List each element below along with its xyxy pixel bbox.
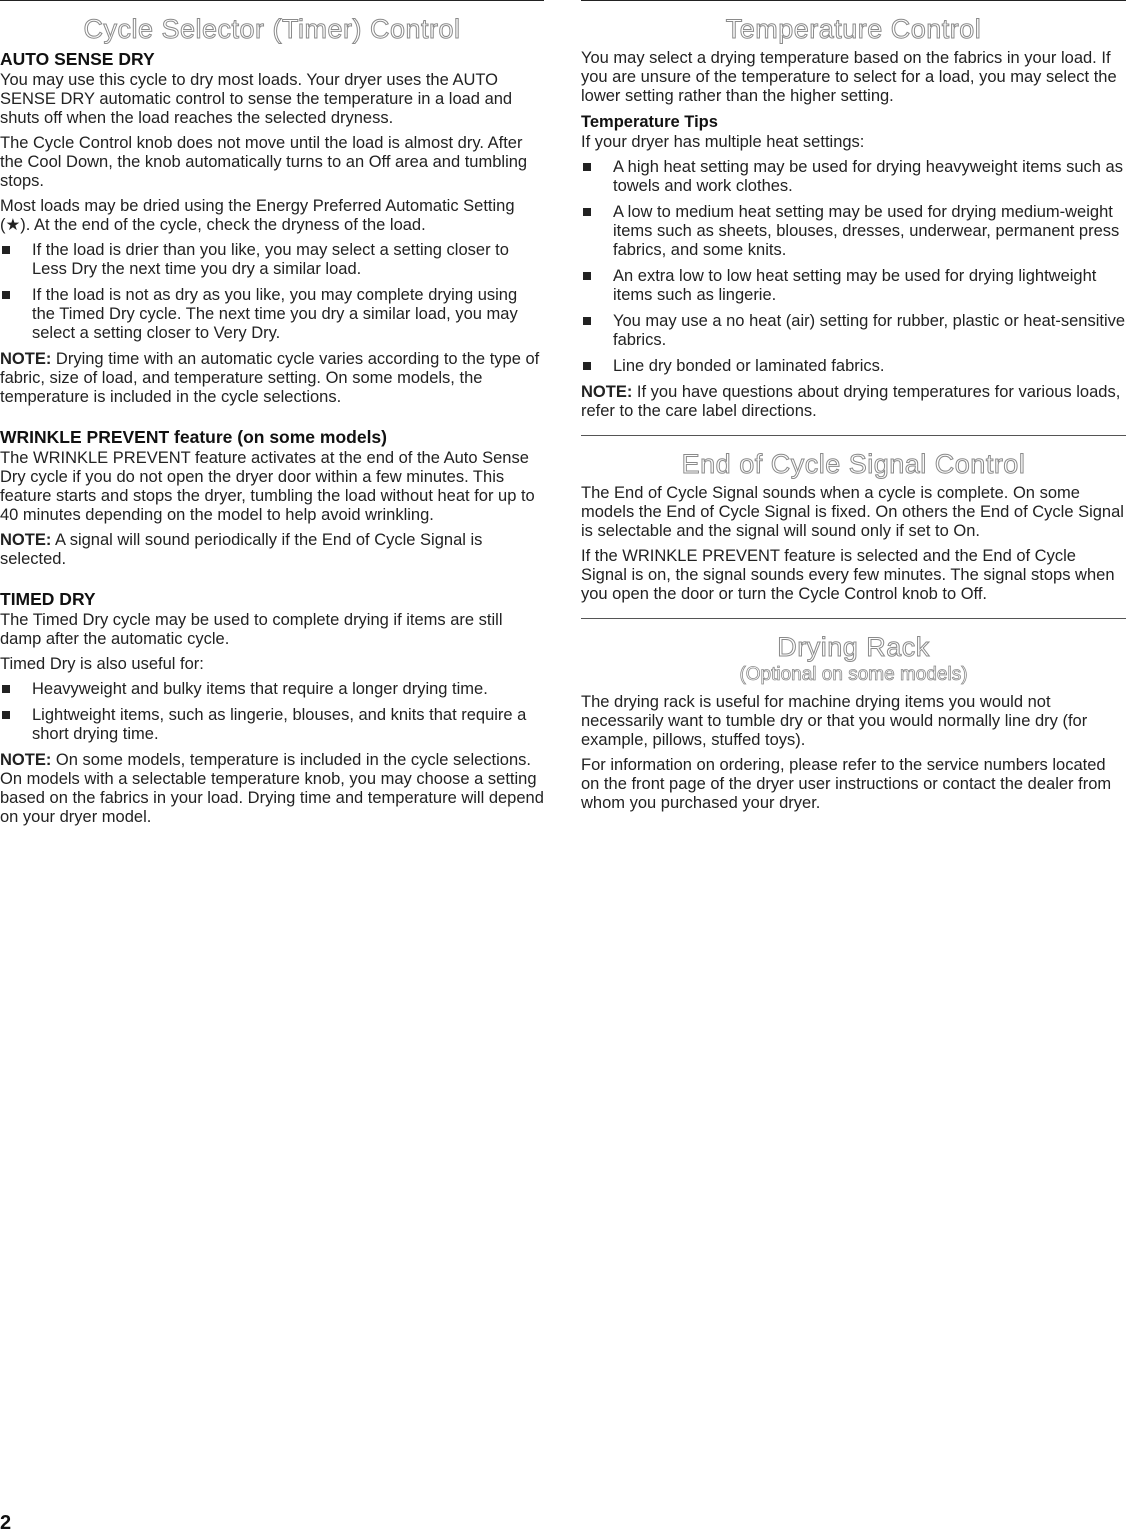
square-bullet-icon	[583, 208, 591, 216]
note-label: NOTE:	[0, 751, 52, 769]
square-bullet-icon	[583, 272, 591, 280]
note-text: A signal will sound periodically if the End of Cycle Signal is selected.	[0, 531, 483, 568]
square-bullet-icon	[2, 291, 10, 299]
rack-paragraph-2: For information on ordering, please refer to the service numbers located on the front page of the dryer user instructions or contact the dealer from whom you purchased your dryer.	[581, 756, 1112, 812]
note-text: On some models, temperature is included in the cycle selections. On models with a selectable temperature knob, you may choose a setting based on the fabrics in your load. Drying time and temperature will depend on your dryer model.	[0, 751, 544, 826]
timed-note	[0, 751, 544, 827]
signal-paragraph-2: If the WRINKLE PREVENT feature is selected and the End of Cycle Signal is on, the signal sounds every few minutes. The signal stops when you open the door or turn the Cycle Control knob to Off.	[581, 547, 1115, 603]
section-subtitle-optional: (Optional on some models)	[739, 664, 968, 685]
list-item-text: Line dry bonded or laminated fabrics.	[613, 357, 885, 375]
list-item	[581, 267, 1126, 305]
list-item-text: You may use a no heat (air) setting for rubber, plastic or heat-sensitive fabrics.	[613, 312, 1126, 349]
heading-auto-sense-dry: AUTO SENSE DRY	[0, 49, 155, 69]
timed-paragraph-2: Timed Dry is also useful for:	[0, 655, 204, 673]
list-item-text: Heavyweight and bulky items that require a longer drying time.	[32, 680, 488, 698]
rack-paragraph-1: The drying rack is useful for machine drying items you would not necessarily want to tumble dry or that you would normally line dry (for example, pillows, stuffed toys).	[581, 693, 1088, 749]
note-text: Drying time with an automatic cycle varies according to the type of fabric, size of load, and temperature setting. On some models, the temperature is included in the cycle selections.	[0, 350, 540, 406]
list-item	[581, 312, 1126, 350]
square-bullet-icon	[2, 246, 10, 254]
list-item-text: An extra low to low heat setting may be used for drying lightweight items such as lingerie.	[613, 267, 1097, 304]
wrinkle-paragraph-1: The WRINKLE PREVENT feature activates at the end of the Auto Sense Dry cycle if you do not open the dryer door within a few minutes. This feature starts and stops the dryer, tumbling the load without heat for up to 40 minutes depending on the model to help avoid wrinkling.	[0, 449, 535, 524]
temperature-paragraph-2: If your dryer has multiple heat settings:	[581, 133, 865, 151]
list-item	[581, 203, 1126, 260]
top-rule-left	[0, 0, 544, 1]
list-item-text: If the load is not as dry as you like, you may complete drying using the Timed Dry cycle. The next time you dry a similar load, you may select a setting closer to Very Dry.	[32, 286, 518, 342]
square-bullet-icon	[2, 711, 10, 719]
list-item	[581, 158, 1126, 196]
heading-wrinkle-prevent: WRINKLE PREVENT feature (on some models)	[0, 427, 387, 447]
auto-sense-paragraph-2: The Cycle Control knob does not move until the load is almost dry. After the Cool Down, the knob automatically turns to an Off area and tumbling stops.	[0, 134, 528, 190]
list-item-text: A low to medium heat setting may be used for drying medium-weight items such as sheets, blouses, dresses, underwear, permanent press fabrics, and some knits.	[613, 203, 1120, 259]
square-bullet-icon	[2, 685, 10, 693]
section-title-drying-rack: Drying Rack	[777, 632, 930, 662]
right-column	[581, 0, 1126, 819]
top-rule-right	[581, 0, 1126, 1]
auto-sense-note	[0, 350, 544, 407]
list-item	[581, 357, 1126, 376]
auto-sense-paragraph-1: You may use this cycle to dry most loads. Your dryer uses the AUTO SENSE DRY automatic control to sense the temperature in a load and shuts off when the load reaches the selected dryness.	[0, 71, 513, 127]
wrinkle-note	[0, 531, 544, 569]
section-divider	[581, 618, 1126, 619]
auto-sense-bullet-list	[0, 241, 544, 343]
temperature-paragraph-1: You may select a drying temperature based on the fabrics in your load. If you are unsure of the temperature to select for a load, you may select the lower setting rather than the higher setting.	[581, 49, 1117, 105]
heading-temperature-tips: Temperature Tips	[581, 113, 718, 131]
heading-timed-dry: TIMED DRY	[0, 589, 96, 609]
section-title-temperature-control: Temperature Control	[725, 14, 982, 44]
signal-paragraph-1: The End of Cycle Signal sounds when a cycle is complete. On some models the End of Cycle Signal is fixed. On others the End of Cycle Signal is selectable and the signal will sound only if set to On.	[581, 484, 1124, 540]
note-label: NOTE:	[0, 531, 52, 549]
note-label: NOTE:	[581, 383, 633, 401]
note-label: NOTE:	[0, 350, 52, 368]
temperature-note	[581, 383, 1126, 421]
section-title-cycle-selector: Cycle Selector (Timer) Control	[83, 14, 461, 44]
temperature-bullet-list	[581, 158, 1126, 376]
list-item	[0, 680, 544, 699]
list-item-text: If the load is drier than you like, you may select a setting closer to Less Dry the next time you dry a similar load.	[32, 241, 509, 278]
timed-bullet-list	[0, 680, 544, 744]
square-bullet-icon	[583, 362, 591, 370]
section-divider	[581, 435, 1126, 436]
list-item-text: A high heat setting may be used for drying heavyweight items such as towels and work clothes.	[613, 158, 1123, 195]
note-text: If you have questions about drying temperatures for various loads, refer to the care label directions.	[581, 383, 1121, 420]
list-item	[0, 241, 544, 279]
list-item-text: Lightweight items, such as lingerie, blouses, and knits that require a short drying time.	[32, 706, 527, 743]
list-item	[0, 706, 544, 744]
timed-paragraph-1: The Timed Dry cycle may be used to complete drying if items are still damp after the automatic cycle.	[0, 611, 503, 648]
page-number: 2	[0, 1512, 12, 1534]
section-title-end-of-cycle-signal: End of Cycle Signal Control	[681, 449, 1026, 479]
auto-sense-paragraph-3: Most loads may be dried using the Energy Preferred Automatic Setting (★). At the end of the cycle, check the dryness of the load.	[0, 197, 515, 234]
square-bullet-icon	[583, 317, 591, 325]
left-column	[0, 0, 544, 833]
list-item	[0, 286, 544, 343]
square-bullet-icon	[583, 163, 591, 171]
